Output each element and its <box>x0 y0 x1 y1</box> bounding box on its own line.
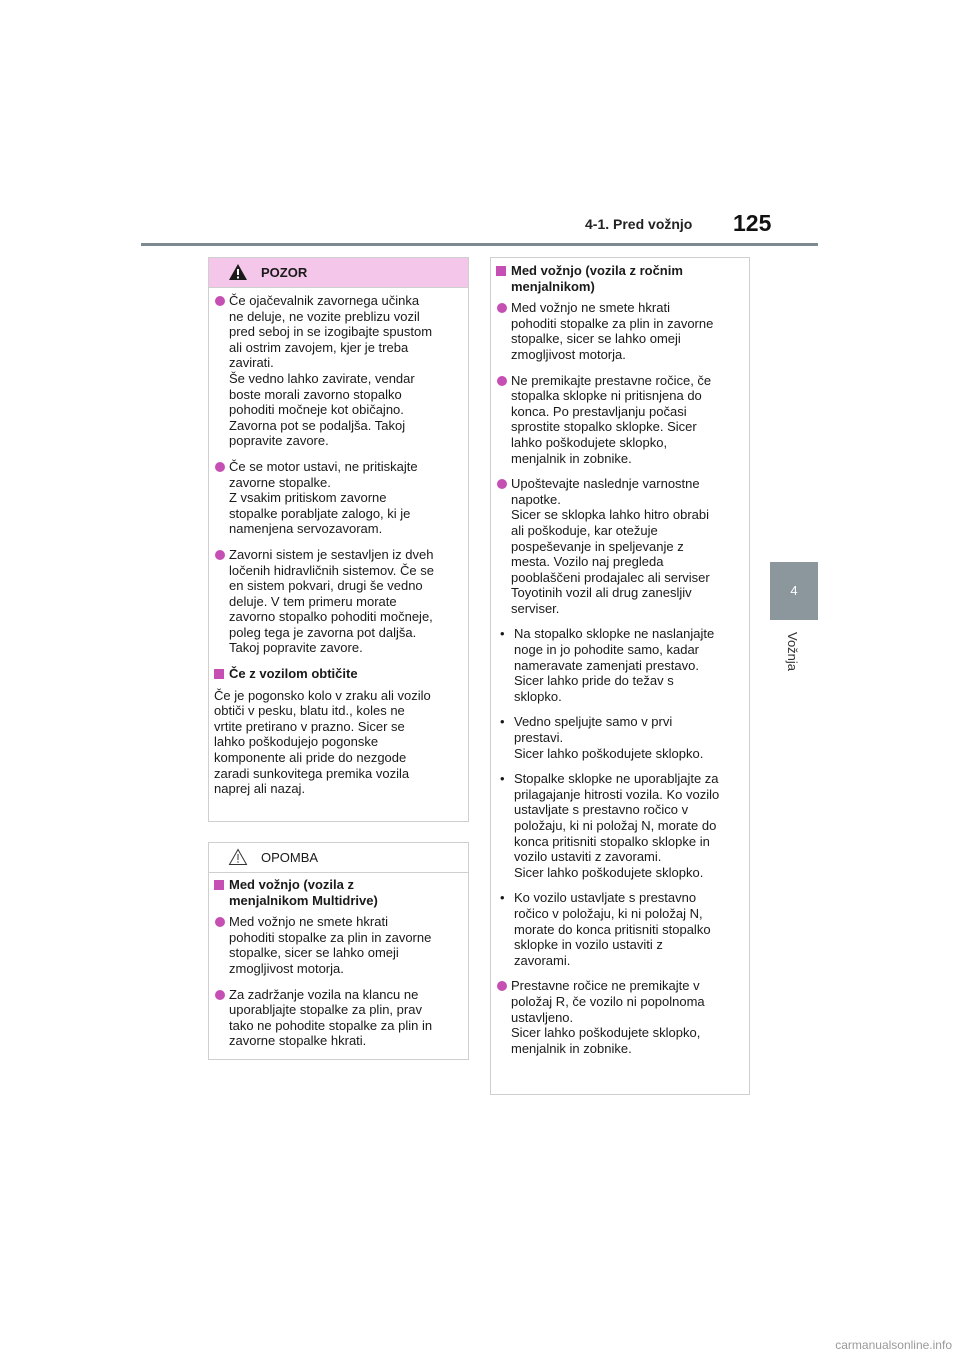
notice-item-text: Med vožnjo (vozila z menjalnikom Multidrive) <box>229 877 378 908</box>
notice-continued-item-text: Prestavne ročice ne premikajte v položaj R, če vozilo ni popolnoma ustavljeno. Sicer lahko poškodujete sklopko, menjalnik in zobnike. <box>511 978 705 1056</box>
watermark: carmanualsonline.info <box>835 1338 952 1352</box>
caution-item-text: Če ojačevalnik zavornega učinka ne deluje, ne vozite preblizu vozil pred seboj in se izogibajte spustom ali ostrim zavojem, kjer je treba zavirati. Še vedno lahko zavirate, vendar boste morali zavorno stopalko pohoditi močneje kot običajno. Zavorna pot se podaljša. Takoj popravite zavore. <box>229 293 433 449</box>
caution-paragraph <box>214 688 462 797</box>
caution-section-heading <box>214 666 462 682</box>
notice-continued-bullet-item <box>496 978 743 1056</box>
caution-content <box>214 293 462 807</box>
page-number: 125 <box>733 210 772 236</box>
caution-item-text: Zavorni sistem je sestavljen iz dveh ločenih hidravličnih sistemov. Če se en sistem pokvari, drugi še vedno deluje. V tem primeru morate zavorno stopalko pohoditi močneje, poleg tega je zavorna pot daljša. Takoj popravite zavore. <box>229 546 434 656</box>
notice-continued-section-heading <box>496 263 743 294</box>
notice-continued-content <box>496 263 743 1066</box>
caution-item-text: Če z vozilom obtičite <box>229 666 358 682</box>
notice-continued-bullet-item <box>496 300 743 362</box>
footer <box>0 1330 960 1358</box>
notice-continued-box <box>490 257 750 1095</box>
notice-continued-item-text: Ne premikajte prestavne ročice, če stopalka sklopke ni pritisnjena do konca. Po prestavljanju počasi sprostite stopalko sklopke. Sicer lahko poškodujete sklopko, menjalnik in zobnike. <box>511 372 712 466</box>
notice-triangle-icon <box>228 848 248 866</box>
notice-box <box>208 842 469 1060</box>
chapter-label: Vožnja <box>785 632 800 672</box>
notice-continued-sub-bullet-item <box>496 890 743 968</box>
notice-content <box>214 877 462 1059</box>
notice-continued-item-text: Na stopalko sklopke ne naslanjajte noge in jo pohodite samo, kadar nameravate zamenjati prestavo. Sicer lahko pride do težav s sklopko. <box>514 626 715 704</box>
notice-continued-item-text: Med vožnjo ne smete hkrati pohoditi stopalke za plin in zavorne stopalke, sicer se lahko omeji zmogljivost motorja. <box>511 300 714 362</box>
caution-bullet-item <box>214 547 462 656</box>
section-title: 4-1. Pred vožnjo <box>585 216 693 232</box>
notice-continued-sub-bullet-item <box>496 714 743 761</box>
notice-continued-item-text: Ko vozilo ustavljate s prestavno ročico v položaju, ki ni položaj N, morate do konca pritisniti stopalko sklopke in vozilo ustaviti z zavorami. <box>514 890 711 968</box>
notice-title: OPOMBA <box>261 850 319 865</box>
notice-continued-item-text: Med vožnjo (vozila z ročnim menjalnikom) <box>511 263 683 294</box>
caution-header <box>209 258 468 288</box>
notice-continued-sub-bullet-item <box>496 771 743 880</box>
notice-bullet-item <box>214 914 462 976</box>
caution-item-text: Če se motor ustavi, ne pritiskajte zavorne stopalke. Z vsakim pritiskom zavorne stopalke porabljate zalogo, ki je namenjena servozavoram. <box>229 458 418 537</box>
notice-section-heading <box>214 877 462 908</box>
chapter-number: 4 <box>790 583 798 598</box>
caution-item-text: Če je pogonsko kolo v zraku ali vozilo obtiči v pesku, blatu itd., koles ne vrtite pretirano v prazno. Sicer se lahko poškodujejo pogonske komponente ali pride do nezgode zaradi sunkovitega premika vozila naprej ali nazaj. <box>214 687 431 797</box>
caution-bullet-item <box>214 459 462 537</box>
notice-continued-item-text: Vedno speljujte samo v prvi prestavi. Sicer lahko poškodujete sklopko. <box>514 714 704 761</box>
chapter-label-container <box>778 632 808 682</box>
notice-continued-item-text: Stopalke sklopke ne uporabljajte za prilagajanje hitrosti vozila. Ko vozilo ustavljate s prestavno ročico v položaju, ki ni položaj N, morate do konca pritisniti stopalko sklopke in vozilo ustaviti z zavorami. Sicer lahko poškodujete sklopko. <box>514 771 720 880</box>
caution-title: POZOR <box>261 265 308 280</box>
caution-box <box>208 257 469 822</box>
notice-continued-bullet-item <box>496 476 743 616</box>
notice-bullet-item <box>214 987 462 1049</box>
notice-continued-bullet-item <box>496 373 743 467</box>
header-divider <box>141 243 818 246</box>
chapter-tab <box>770 562 818 620</box>
notice-item-text: Med vožnjo ne smete hkrati pohoditi stopalke za plin in zavorne stopalke, sicer se lahko omeji zmogljivost motorja. <box>229 914 432 976</box>
notice-item-text: Za zadržanje vozila na klancu ne uporabljajte stopalke za plin, prav tako ne pohodite stopalke za plin in zavorne stopalke hkrati. <box>229 986 433 1049</box>
notice-continued-sub-bullet-item <box>496 626 743 704</box>
notice-continued-item-text: Upoštevajte naslednje varnostne napotke. Sicer se sklopka lahko hitro obrabi ali poškoduje, kar otežuje pospeševanje in speljevanje z mesta. Vozilo naj pregleda pooblaščeni prodajalec ali serviser Toyotinih vozil ali drug zanesljiv serviser. <box>511 476 710 616</box>
notice-header <box>209 843 468 873</box>
caution-bullet-item <box>214 293 462 449</box>
warning-triangle-icon <box>228 263 248 281</box>
